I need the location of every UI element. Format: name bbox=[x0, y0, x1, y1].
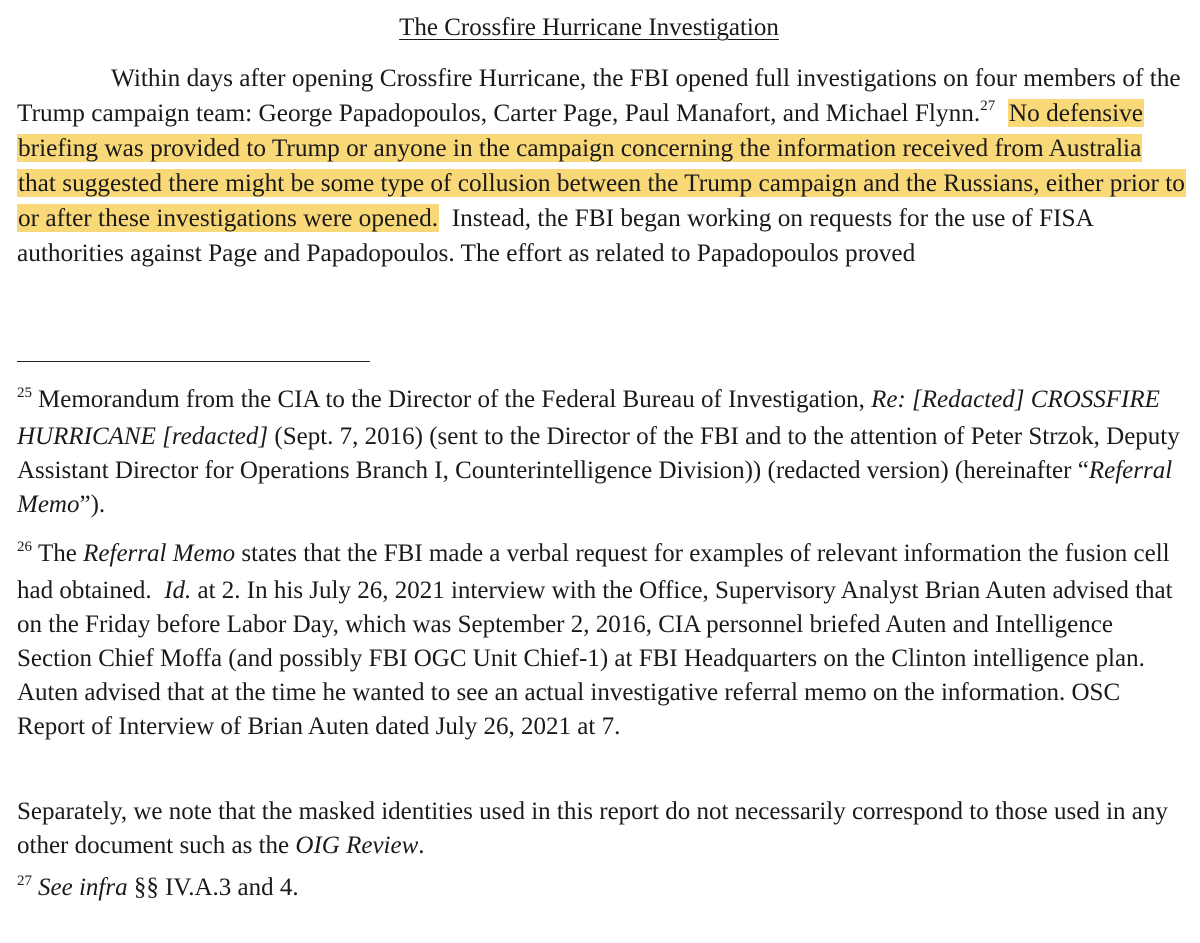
footnote-number: 26 bbox=[17, 539, 32, 555]
footnote-italic-text: See infra bbox=[38, 874, 128, 901]
body-text-intro: Within days after opening Crossfire Hurricane, the FBI opened full investigations on four members of the Trump campaign team: George Papadopoulos, Carter Page, Paul Manafort, and Michael Flynn. bbox=[17, 64, 1181, 127]
body-paragraph bbox=[17, 61, 1185, 271]
footnote-separately-note bbox=[17, 795, 1185, 863]
footnote-text: §§ IV.A.3 and 4. bbox=[133, 874, 299, 901]
footnote-text: Memorandum from the CIA to the Director of the Federal Bureau of Investigation, bbox=[38, 386, 865, 413]
footnote-text: The bbox=[38, 540, 77, 567]
footnote-number: 27 bbox=[17, 873, 32, 889]
footnote-italic-text: Re: [Redacted] CROSSFIRE HURRICANE [redacted] bbox=[17, 386, 1160, 450]
footnote-text: (Sept. 7, 2016) (sent to the Director of the FBI and to the attention of Peter Strzok, Deputy Assistant Director for Operations Branch I, Counterintelligence Division)) (redacted version) (hereinafter “ bbox=[17, 423, 1180, 484]
footnote-text: . bbox=[418, 832, 425, 859]
footnote-text: at 2. In his July 26, 2021 interview with the Office, Supervisory Analyst Brian Auten advised that on the Friday before Labor Day, which was September 2, 2016, CIA personnel briefed Auten and Intelligence Section Chief Moffa (and possibly FBI OGC Unit Chief-1) at FBI Headquarters on the Clinton intelligence plan. Auten advised that at the time he wanted to see an actual investigative referral memo on the information. OSC Report of Interview of Brian Auten dated July 26, 2021 at 7. bbox=[17, 577, 1173, 740]
footnote-text: Separately, we note that the masked identities used in this report do not necessarily correspond to those used in any other document such as the bbox=[17, 798, 1168, 859]
footnote-27 bbox=[17, 871, 1185, 908]
footnote-italic-text: Referral Memo bbox=[83, 540, 236, 567]
footnote-text: states that the FBI made a verbal request for examples of relevant information the fusion cell had obtained. bbox=[17, 540, 1170, 604]
footnote-number: 25 bbox=[17, 385, 32, 401]
footnote-italic-text: Id. bbox=[164, 577, 192, 604]
footnote-italic-text: Referral Memo bbox=[17, 457, 1173, 518]
footnote-26 bbox=[17, 537, 1185, 744]
body-text-continuation: Instead, the FBI began working on requests for the use of FISA authorities against Page and Papadopoulos. The effort as related to Papadopoulos proved bbox=[17, 204, 1093, 267]
footnote-separator-rule bbox=[17, 361, 370, 362]
footnote-ref-27: 27 bbox=[980, 97, 996, 114]
footnote-italic-text: OIG Review bbox=[295, 832, 419, 859]
highlighted-text: No defensive briefing was provided to Trump or anyone in the campaign concerning the information received from Australia that suggested there might be some type of collusion between the Trump campaign and the Russians, either prior to or after these investigations were opened. bbox=[18, 99, 1185, 232]
section-title: The Crossfire Hurricane Investigation bbox=[399, 14, 779, 41]
footnote-text: ”). bbox=[79, 491, 106, 518]
footnote-25 bbox=[17, 383, 1185, 522]
